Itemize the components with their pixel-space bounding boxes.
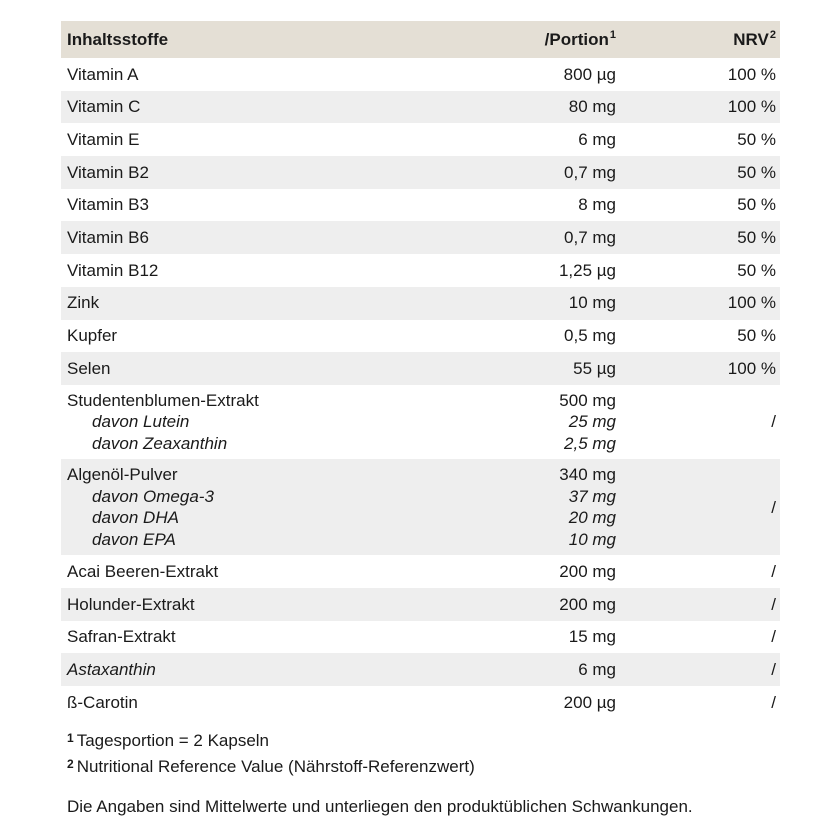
ingredient-name: Vitamin E bbox=[67, 129, 140, 149]
ingredient-amount-cell bbox=[416, 385, 616, 460]
table-row bbox=[61, 588, 780, 621]
table-row bbox=[61, 287, 780, 320]
ingredient-amount: 15 mg bbox=[568, 627, 616, 647]
table-row-with-subitems bbox=[61, 385, 780, 460]
ingredient-nrv: 100 % bbox=[727, 64, 776, 84]
table-row bbox=[61, 621, 780, 654]
footnote-1 bbox=[67, 728, 475, 754]
nutrition-table-container bbox=[61, 21, 780, 719]
ingredient-amount: 10 mg bbox=[568, 293, 616, 313]
ingredient-nrv: 100 % bbox=[727, 358, 776, 378]
ingredient-name: Holunder-Extrakt bbox=[67, 594, 195, 614]
disclaimer: Die Angaben sind Mittelwerte und unterliegen den produktüblichen Schwankungen. bbox=[67, 797, 693, 816]
ingredient-nrv: 50 % bbox=[737, 195, 776, 215]
header-nrv-label: NRV bbox=[733, 29, 769, 49]
table-row bbox=[61, 189, 780, 222]
table-row bbox=[61, 555, 780, 588]
table-row bbox=[61, 91, 780, 124]
ingredient-amount: 500 mg bbox=[559, 390, 616, 410]
ingredient-amount: 55 µg bbox=[573, 358, 616, 378]
ingredient-name: Algenöl-Pulver bbox=[67, 465, 178, 485]
sub-ingredient-amount: 2,5 mg bbox=[564, 433, 616, 453]
header-portion-footnote-marker: 1 bbox=[609, 28, 616, 41]
ingredient-amount: 800 µg bbox=[563, 64, 616, 84]
ingredient-name: Acai Beeren-Extrakt bbox=[67, 561, 219, 581]
ingredient-nrv: 50 % bbox=[737, 129, 776, 149]
ingredient-name-cell bbox=[61, 459, 416, 555]
header-portion bbox=[416, 21, 616, 58]
ingredient-name: Safran-Extrakt bbox=[67, 627, 176, 647]
ingredient-nrv: 50 % bbox=[737, 326, 776, 346]
ingredient-nrv: 100 % bbox=[727, 293, 776, 313]
ingredient-nrv: / bbox=[771, 497, 776, 517]
ingredient-amount: 200 µg bbox=[563, 692, 616, 712]
footnotes bbox=[67, 728, 475, 780]
table-row bbox=[61, 320, 780, 353]
sub-ingredient-name: davon DHA bbox=[92, 508, 179, 528]
header-ingredients: Inhaltsstoffe bbox=[67, 29, 169, 49]
sub-ingredient-amount: 25 mg bbox=[568, 412, 616, 432]
ingredient-amount: 0,5 mg bbox=[564, 326, 616, 346]
header-nrv-footnote-marker: 2 bbox=[769, 28, 776, 41]
sub-ingredient-name: davon Omega-3 bbox=[92, 486, 214, 506]
ingredient-name: Zink bbox=[67, 293, 100, 313]
ingredient-nrv: / bbox=[771, 692, 776, 712]
ingredient-name: Vitamin C bbox=[67, 97, 141, 117]
footnote-text: Tagesportion = 2 Kapseln bbox=[76, 731, 270, 750]
header-nrv bbox=[616, 21, 780, 58]
ingredient-nrv: 50 % bbox=[737, 260, 776, 280]
footnote-marker: 2 bbox=[67, 757, 74, 771]
ingredient-amount: 0,7 mg bbox=[564, 228, 616, 248]
sub-ingredient-name: davon Zeaxanthin bbox=[92, 433, 228, 453]
table-row bbox=[61, 352, 780, 385]
ingredient-nrv: 50 % bbox=[737, 162, 776, 182]
ingredient-name: Astaxanthin bbox=[67, 660, 156, 680]
table-row bbox=[61, 58, 780, 91]
ingredient-name: Studentenblumen-Extrakt bbox=[67, 390, 259, 410]
sub-ingredient-amount: 10 mg bbox=[568, 529, 616, 549]
sub-ingredient-name: davon Lutein bbox=[92, 412, 190, 432]
ingredient-name: Vitamin B3 bbox=[67, 195, 149, 215]
table-row bbox=[61, 254, 780, 287]
ingredient-amount: 6 mg bbox=[578, 129, 616, 149]
table-row-with-subitems bbox=[61, 459, 780, 555]
ingredient-amount: 6 mg bbox=[578, 660, 616, 680]
ingredient-name: Vitamin B2 bbox=[67, 162, 149, 182]
table-row bbox=[61, 686, 780, 719]
footnote-marker: 1 bbox=[67, 731, 74, 745]
nutrition-table bbox=[61, 21, 780, 719]
ingredient-nrv: / bbox=[771, 660, 776, 680]
ingredient-name: Vitamin B12 bbox=[67, 260, 159, 280]
ingredient-amount: 200 mg bbox=[559, 594, 616, 614]
footnote-text: Nutritional Reference Value (Nährstoff-Referenzwert) bbox=[76, 757, 475, 776]
ingredient-name: Selen bbox=[67, 358, 111, 378]
sub-ingredient-amount: 20 mg bbox=[568, 508, 616, 528]
table-row bbox=[61, 156, 780, 189]
header-portion-label: /Portion bbox=[544, 29, 609, 49]
ingredient-nrv: / bbox=[771, 594, 776, 614]
ingredient-amount: 340 mg bbox=[559, 465, 616, 485]
sub-ingredient-amount: 37 mg bbox=[568, 486, 616, 506]
ingredient-name: Vitamin A bbox=[67, 64, 139, 84]
ingredient-amount: 0,7 mg bbox=[564, 162, 616, 182]
ingredient-nrv: / bbox=[771, 627, 776, 647]
ingredient-name: ß-Carotin bbox=[67, 692, 138, 712]
ingredient-nrv: 100 % bbox=[727, 97, 776, 117]
ingredient-name-cell bbox=[61, 385, 416, 460]
table-row bbox=[61, 221, 780, 254]
table-row bbox=[61, 653, 780, 686]
sub-ingredient-name: davon EPA bbox=[92, 529, 176, 549]
ingredient-nrv: / bbox=[771, 561, 776, 581]
table-row bbox=[61, 123, 780, 156]
ingredient-name: Kupfer bbox=[67, 326, 118, 346]
ingredient-amount: 1,25 µg bbox=[558, 260, 616, 280]
ingredient-name: Vitamin B6 bbox=[67, 228, 149, 248]
footnote-2 bbox=[67, 754, 475, 780]
ingredient-amount-cell bbox=[416, 459, 616, 555]
ingredient-amount: 80 mg bbox=[568, 97, 616, 117]
table-header-row bbox=[61, 21, 780, 58]
ingredient-amount: 200 mg bbox=[559, 561, 616, 581]
ingredient-nrv: 50 % bbox=[737, 228, 776, 248]
ingredient-amount: 8 mg bbox=[578, 195, 616, 215]
ingredient-nrv: / bbox=[771, 412, 776, 432]
